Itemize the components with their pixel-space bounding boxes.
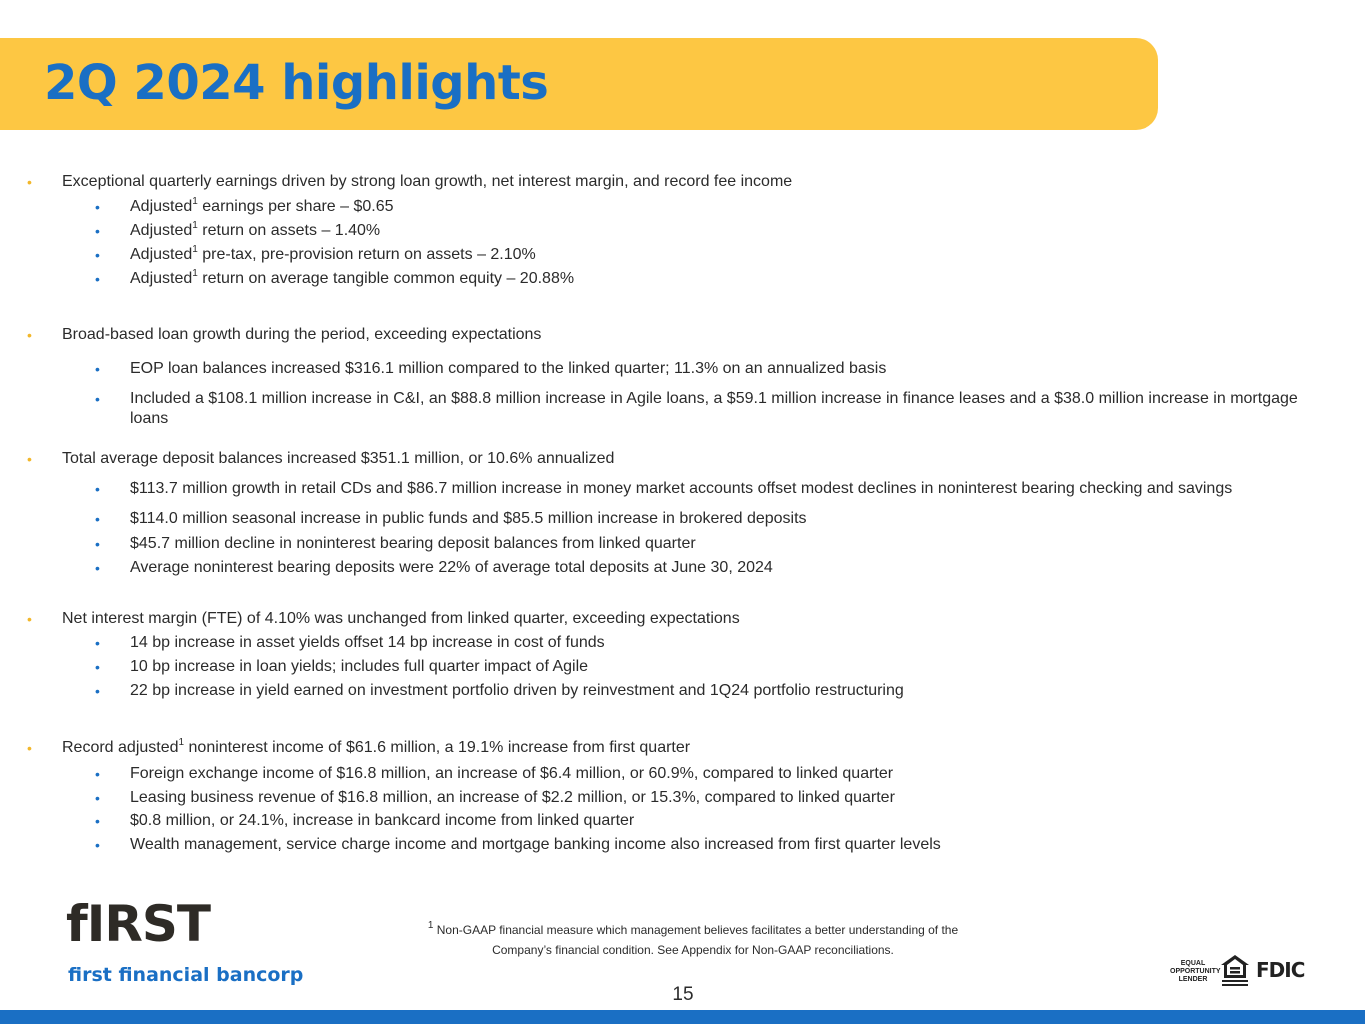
- bullet-level2: •: [95, 391, 100, 407]
- bullet-level2: •: [95, 511, 100, 527]
- bullet-level2: •: [95, 766, 100, 782]
- bullet-level2: •: [95, 659, 100, 675]
- bullet-level1: •: [27, 327, 32, 343]
- bullet-level2: •: [95, 790, 100, 806]
- list-item: 10 bp increase in loan yields; includes full quarter impact of Agile: [130, 658, 589, 675]
- bullet-level2: •: [95, 813, 100, 829]
- list-item: Included a $108.1 million increase in C&I, an $88.8 million increase in Agile loans, a $59.1 million increase in finance leases and a $38.0 million increase in mortgage loans: [130, 390, 1298, 427]
- slide-title: 2Q 2024 highlights: [44, 55, 549, 111]
- list-item: $113.7 million growth in retail CDs and $86.7 million increase in money market accounts offset modest declines in noninterest bearing checking and savings: [130, 480, 1233, 497]
- list-item: Adjusted$^1$ return on average tangible common equity – 20.88%: [130, 267, 575, 287]
- footnote: $^1$ Non-GAAP financial measure which management believes facilitates a better understanding of the Company’s financial condition. See Appendix for Non-GAAP reconciliations.: [427, 920, 959, 957]
- list-item: 14 bp increase in asset yields offset 14 bp increase in cost of funds: [130, 634, 605, 651]
- list-item: $0.8 million, or 24.1%, increase in bankcard income from linked quarter: [130, 812, 635, 829]
- equal-housing-lender-icon: [1220, 954, 1250, 988]
- list-item: Leasing business revenue of $16.8 million, an increase of $2.2 million, or 15.3%, compared to linked quarter: [130, 789, 895, 806]
- company-logo-name: first financial bancorp: [68, 964, 304, 986]
- equal-opportunity-lender-badge: EQUAL OPPORTUNITY LENDER: [1170, 960, 1221, 983]
- list-item: Average noninterest bearing deposits were 22% of average total deposits at June 30, 2024: [130, 559, 773, 576]
- list-item: Adjusted$^1$ pre-tax, pre-provision return on assets – 2.10%: [130, 243, 536, 263]
- bullet-level2: •: [95, 560, 100, 576]
- footer-bar: [0, 1010, 1365, 1024]
- bullet-level2: •: [95, 683, 100, 699]
- list-item: $45.7 million decline in noninterest bearing deposit balances from linked quarter: [130, 535, 696, 552]
- bullet-level2: •: [95, 361, 100, 377]
- list-item: $114.0 million seasonal increase in public funds and $85.5 million increase in brokered deposits: [130, 510, 807, 527]
- section-heading: Exceptional quarterly earnings driven by strong loan growth, net interest margin, and record fee income: [62, 173, 793, 190]
- bullet-level2: •: [95, 481, 100, 497]
- bullet-level1: •: [27, 740, 32, 756]
- section-heading: Broad-based loan growth during the period, exceeding expectations: [62, 326, 542, 343]
- section-heading: Record adjusted$^1$ noninterest income of $61.6 million, a 19.1% increase from first quarter: [62, 736, 691, 756]
- bullet-level1: •: [27, 611, 32, 627]
- section-heading: Net interest margin (FTE) of 4.10% was unchanged from linked quarter, exceeding expectations: [62, 610, 740, 627]
- list-item: Wealth management, service charge income and mortgage banking income also increased from first quarter levels: [130, 836, 941, 853]
- bullet-level2: •: [95, 635, 100, 651]
- bullet-level2: •: [95, 199, 100, 215]
- list-item: Adjusted$^1$ return on assets – 1.40%: [130, 219, 381, 239]
- fdic-logo: FDIC: [1256, 958, 1305, 982]
- bullet-level1: •: [27, 451, 32, 467]
- list-item: EOP loan balances increased $316.1 million compared to the linked quarter; 11.3% on an annualized basis: [130, 360, 887, 377]
- bullet-level2: •: [95, 536, 100, 552]
- bullet-level2: •: [95, 837, 100, 853]
- company-logo-wordmark: fIRST: [66, 895, 210, 953]
- page-number: 15: [672, 984, 694, 1005]
- bullet-level2: •: [95, 247, 100, 263]
- list-item: 22 bp increase in yield earned on investment portfolio driven by reinvestment and 1Q24 portfolio restructuring: [130, 682, 904, 699]
- section-heading: Total average deposit balances increased $351.1 million, or 10.6% annualized: [62, 450, 615, 467]
- bullet-level1: •: [27, 174, 32, 190]
- regulatory-badges: [1170, 952, 1310, 988]
- list-item: Adjusted$^1$ earnings per share – $0.65: [130, 195, 394, 215]
- list-item: Foreign exchange income of $16.8 million, an increase of $6.4 million, or 60.9%, compared to linked quarter: [130, 765, 894, 782]
- bullet-level2: •: [95, 271, 100, 287]
- bullet-level2: •: [95, 223, 100, 239]
